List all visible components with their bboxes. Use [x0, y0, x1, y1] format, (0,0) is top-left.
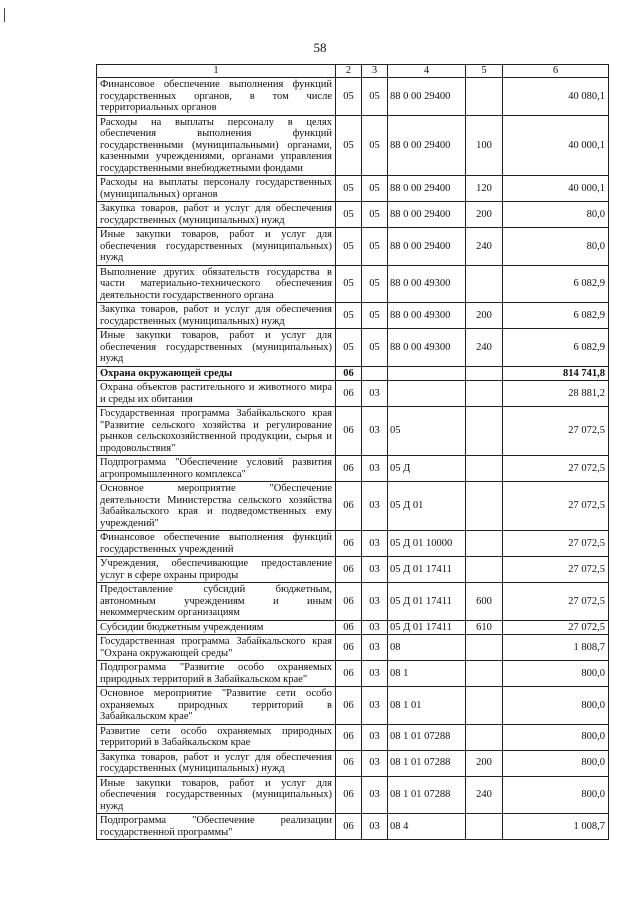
expense-type-cell — [466, 661, 503, 687]
subsection-cell: 05 — [362, 78, 388, 116]
subsection-cell: 05 — [362, 115, 388, 176]
target-article-cell: 88 0 00 29400 — [388, 78, 466, 116]
table-row — [97, 329, 609, 367]
table-row — [97, 620, 609, 635]
row-name-cell: Подпрограмма "Развитие особо охраняемых природных территорий в Забайкальском крае" — [97, 661, 336, 687]
section-cell: 06 — [336, 531, 362, 557]
section-cell: 05 — [336, 265, 362, 303]
expense-type-cell — [466, 265, 503, 303]
expense-type-cell — [466, 456, 503, 482]
row-name-cell: Иные закупки товаров, работ и услуг для обеспечения государственных (муниципальных) нужд — [97, 329, 336, 367]
amount-cell: 1 008,7 — [503, 814, 609, 840]
table-row — [97, 750, 609, 776]
row-name-cell: Подпрограмма "Обеспечение условий развития агропромышленного комплекса" — [97, 456, 336, 482]
row-name-cell: Финансовое обеспечение выполнения функций государственных органов, в том числе территориальных органов — [97, 78, 336, 116]
expense-type-cell — [466, 482, 503, 531]
section-cell: 06 — [336, 366, 362, 381]
subsection-cell: 03 — [362, 776, 388, 814]
column-header: 3 — [362, 65, 388, 78]
section-cell: 06 — [336, 407, 362, 456]
target-article-cell: 08 1 01 — [388, 687, 466, 725]
subsection-cell: 03 — [362, 482, 388, 531]
expense-type-cell: 100 — [466, 115, 503, 176]
row-name-cell: Финансовое обеспечение выполнения функций государственных учреждений — [97, 531, 336, 557]
amount-cell: 27 072,5 — [503, 482, 609, 531]
column-header: 2 — [336, 65, 362, 78]
subsection-cell: 03 — [362, 381, 388, 407]
subsection-cell: 03 — [362, 531, 388, 557]
row-name-cell: Основное мероприятие "Развитие сети особо охраняемых природных территорий в Забайкальском крае" — [97, 687, 336, 725]
subsection-cell — [362, 366, 388, 381]
column-header: 4 — [388, 65, 466, 78]
amount-cell: 800,0 — [503, 661, 609, 687]
subsection-cell: 05 — [362, 303, 388, 329]
section-cell: 06 — [336, 687, 362, 725]
column-header: 5 — [466, 65, 503, 78]
subsection-cell: 05 — [362, 176, 388, 202]
section-cell: 06 — [336, 750, 362, 776]
amount-cell: 80,0 — [503, 228, 609, 266]
table-row — [97, 687, 609, 725]
expense-type-cell — [466, 531, 503, 557]
section-cell: 05 — [336, 228, 362, 266]
row-name-cell: Закупка товаров, работ и услуг для обеспечения государственных (муниципальных) нужд — [97, 303, 336, 329]
expense-type-cell: 610 — [466, 620, 503, 635]
amount-cell: 1 808,7 — [503, 635, 609, 661]
row-name-cell: Предоставление субсидий бюджетным, автономным учреждениям и иным некоммерческим организациям — [97, 583, 336, 621]
target-article-cell: 88 0 00 29400 — [388, 115, 466, 176]
target-article-cell: 05 — [388, 407, 466, 456]
target-article-cell: 08 1 01 07288 — [388, 750, 466, 776]
amount-cell: 6 082,9 — [503, 303, 609, 329]
amount-cell: 6 082,9 — [503, 329, 609, 367]
subsection-cell: 03 — [362, 583, 388, 621]
section-cell: 05 — [336, 176, 362, 202]
section-cell: 05 — [336, 115, 362, 176]
section-cell: 06 — [336, 814, 362, 840]
row-name-cell: Охрана объектов растительного и животного мира и среды их обитания — [97, 381, 336, 407]
section-cell: 06 — [336, 456, 362, 482]
target-article-cell: 88 0 00 49300 — [388, 329, 466, 367]
expense-type-cell — [466, 814, 503, 840]
row-name-cell: Закупка товаров, работ и услуг для обеспечения государственных (муниципальных) нужд — [97, 202, 336, 228]
subsection-cell: 03 — [362, 750, 388, 776]
table-row — [97, 303, 609, 329]
table-row — [97, 724, 609, 750]
target-article-cell: 05 Д 01 — [388, 482, 466, 531]
target-article-cell: 08 — [388, 635, 466, 661]
table-row — [97, 381, 609, 407]
table-row — [97, 176, 609, 202]
expense-type-cell — [466, 687, 503, 725]
subsection-cell: 05 — [362, 265, 388, 303]
target-article-cell — [388, 381, 466, 407]
amount-cell: 80,0 — [503, 202, 609, 228]
table-row — [97, 635, 609, 661]
expense-type-cell: 200 — [466, 750, 503, 776]
row-name-cell: Иные закупки товаров, работ и услуг для обеспечения государственных (муниципальных) нужд — [97, 228, 336, 266]
table-row — [97, 366, 609, 381]
row-name-cell: Субсидии бюджетным учреждениям — [97, 620, 336, 635]
table-row — [97, 814, 609, 840]
amount-cell: 27 072,5 — [503, 620, 609, 635]
target-article-cell: 05 Д — [388, 456, 466, 482]
expense-type-cell — [466, 366, 503, 381]
target-article-cell: 88 0 00 29400 — [388, 176, 466, 202]
amount-cell: 800,0 — [503, 750, 609, 776]
amount-cell: 40 000,1 — [503, 176, 609, 202]
table-row — [97, 228, 609, 266]
subsection-cell: 05 — [362, 329, 388, 367]
amount-cell: 27 072,5 — [503, 531, 609, 557]
table-row — [97, 776, 609, 814]
section-cell: 05 — [336, 303, 362, 329]
amount-cell: 814 741,8 — [503, 366, 609, 381]
row-name-cell: Охрана окружающей среды — [97, 366, 336, 381]
expense-type-cell — [466, 724, 503, 750]
amount-cell: 800,0 — [503, 776, 609, 814]
budget-table — [96, 64, 609, 840]
subsection-cell: 03 — [362, 620, 388, 635]
subsection-cell: 03 — [362, 635, 388, 661]
row-name-cell: Государственная программа Забайкальского края "Развитие сельского хозяйства и регулирование рынков сельскохозяйственной продукции, сырья и продовольствия" — [97, 407, 336, 456]
expense-type-cell: 200 — [466, 303, 503, 329]
row-name-cell: Закупка товаров, работ и услуг для обеспечения государственных (муниципальных) нужд — [97, 750, 336, 776]
table-body — [97, 78, 609, 840]
table-row — [97, 661, 609, 687]
subsection-cell: 03 — [362, 557, 388, 583]
subsection-cell: 05 — [362, 202, 388, 228]
target-article-cell: 08 4 — [388, 814, 466, 840]
section-cell: 06 — [336, 482, 362, 531]
expense-type-cell: 240 — [466, 228, 503, 266]
table-row — [97, 531, 609, 557]
subsection-cell: 03 — [362, 814, 388, 840]
row-name-cell: Основное мероприятие "Обеспечение деятельности Министерства сельского хозяйства Забайкальского края и подведомственных ему учреждений" — [97, 482, 336, 531]
section-cell: 06 — [336, 620, 362, 635]
target-article-cell: 05 Д 01 10000 — [388, 531, 466, 557]
target-article-cell: 08 1 01 07288 — [388, 724, 466, 750]
expense-type-cell: 120 — [466, 176, 503, 202]
subsection-cell: 03 — [362, 407, 388, 456]
row-name-cell: Государственная программа Забайкальского края "Охрана окружающей среды" — [97, 635, 336, 661]
row-name-cell: Расходы на выплаты персоналу государственных (муниципальных) органов — [97, 176, 336, 202]
table-row — [97, 482, 609, 531]
subsection-cell: 03 — [362, 724, 388, 750]
expense-type-cell: 240 — [466, 329, 503, 367]
target-article-cell: 05 Д 01 17411 — [388, 620, 466, 635]
row-name-cell: Иные закупки товаров, работ и услуг для обеспечения государственных (муниципальных) нужд — [97, 776, 336, 814]
column-header: 1 — [97, 65, 336, 78]
table-row — [97, 557, 609, 583]
row-name-cell: Выполнение других обязательств государства в части материально-технического обеспечения деятельности государственного органа — [97, 265, 336, 303]
table-row — [97, 407, 609, 456]
target-article-cell: 05 Д 01 17411 — [388, 583, 466, 621]
target-article-cell: 88 0 00 29400 — [388, 202, 466, 228]
section-cell: 06 — [336, 776, 362, 814]
row-name-cell: Учреждения, обеспечивающие предоставление услуг в сфере охраны природы — [97, 557, 336, 583]
column-header: 6 — [503, 65, 609, 78]
target-article-cell — [388, 366, 466, 381]
expense-type-cell — [466, 635, 503, 661]
table-header-row — [97, 65, 609, 78]
amount-cell: 28 881,2 — [503, 381, 609, 407]
section-cell: 06 — [336, 724, 362, 750]
expense-type-cell: 200 — [466, 202, 503, 228]
amount-cell: 27 072,5 — [503, 456, 609, 482]
subsection-cell: 03 — [362, 687, 388, 725]
section-cell: 06 — [336, 635, 362, 661]
target-article-cell: 88 0 00 29400 — [388, 228, 466, 266]
section-cell: 06 — [336, 661, 362, 687]
table-row — [97, 456, 609, 482]
section-cell: 06 — [336, 583, 362, 621]
table-row — [97, 78, 609, 116]
amount-cell: 6 082,9 — [503, 265, 609, 303]
amount-cell: 27 072,5 — [503, 583, 609, 621]
subsection-cell: 03 — [362, 456, 388, 482]
table-row — [97, 265, 609, 303]
section-cell: 05 — [336, 202, 362, 228]
amount-cell: 800,0 — [503, 724, 609, 750]
target-article-cell: 08 1 — [388, 661, 466, 687]
amount-cell: 800,0 — [503, 687, 609, 725]
section-cell: 05 — [336, 329, 362, 367]
amount-cell: 27 072,5 — [503, 407, 609, 456]
target-article-cell: 05 Д 01 17411 — [388, 557, 466, 583]
row-name-cell: Расходы на выплаты персоналу в целях обеспечения выполнения функций государственными (муниципальными) органами, казенными учреждениями, органами управления государственными внебюджетными фондами — [97, 115, 336, 176]
section-cell: 05 — [336, 78, 362, 116]
target-article-cell: 88 0 00 49300 — [388, 303, 466, 329]
target-article-cell: 88 0 00 49300 — [388, 265, 466, 303]
row-name-cell: Подпрограмма "Обеспечение реализации государственной программы" — [97, 814, 336, 840]
target-article-cell: 08 1 01 07288 — [388, 776, 466, 814]
expense-type-cell: 240 — [466, 776, 503, 814]
table-row — [97, 115, 609, 176]
table-row — [97, 202, 609, 228]
expense-type-cell — [466, 78, 503, 116]
amount-cell: 40 080,1 — [503, 78, 609, 116]
row-name-cell: Развитие сети особо охраняемых природных территорий в Забайкальском крае — [97, 724, 336, 750]
expense-type-cell: 600 — [466, 583, 503, 621]
table-row — [97, 583, 609, 621]
amount-cell: 40 000,1 — [503, 115, 609, 176]
expense-type-cell — [466, 557, 503, 583]
subsection-cell: 03 — [362, 661, 388, 687]
scan-edge-mark — [4, 8, 5, 22]
expense-type-cell — [466, 407, 503, 456]
section-cell: 06 — [336, 381, 362, 407]
page-number: 58 — [313, 40, 327, 55]
amount-cell: 27 072,5 — [503, 557, 609, 583]
subsection-cell: 05 — [362, 228, 388, 266]
expense-type-cell — [466, 381, 503, 407]
section-cell: 06 — [336, 557, 362, 583]
